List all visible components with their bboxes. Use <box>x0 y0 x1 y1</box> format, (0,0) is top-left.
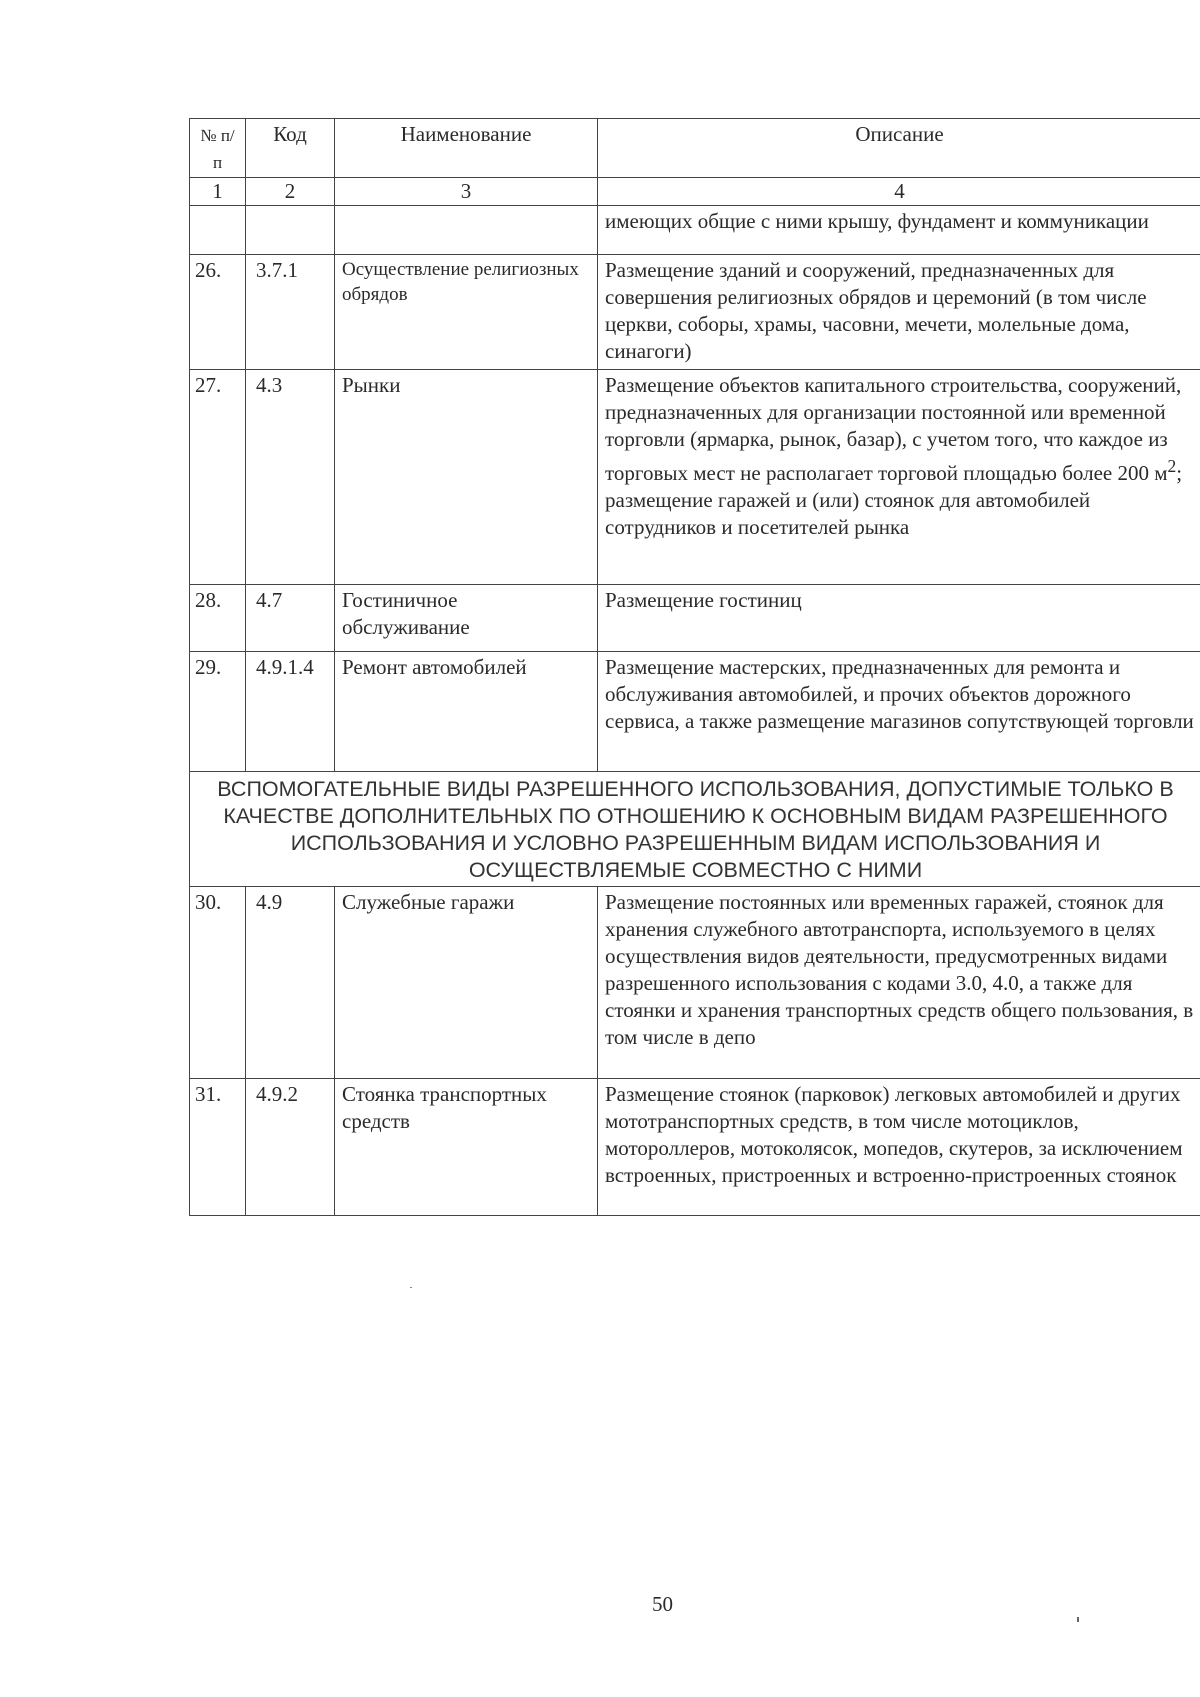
row-description-text: ; размещение гаражей и (или) стоянок для автомобилей сотрудников и посетителей рынка <box>605 461 1183 539</box>
row-description-text: Размещение объектов капитального строительства, сооружений, предназначенных для организации постоянной или временной торговли (ярмарка, рынок, базар), с учетом того, что каждое из торговых мест не располагает торговой площадью более 200 м <box>605 373 1182 485</box>
column-number: 1 <box>190 178 246 206</box>
row-number: 28. <box>190 585 246 652</box>
table-row <box>190 370 1200 585</box>
row-code: 4.7 <box>246 585 335 652</box>
row-name: Ремонт автомобилей <box>335 652 598 772</box>
table-header-row <box>190 119 1200 178</box>
zoning-table <box>189 118 1200 1216</box>
row-name: Рынки <box>335 370 598 585</box>
row-name <box>335 206 598 255</box>
row-number: 30. <box>190 887 246 1079</box>
row-name: Служебные гаражи <box>335 887 598 1079</box>
row-code <box>246 206 335 255</box>
row-description: Размещение зданий и сооружений, предназначенных для совершения религиозных обрядов и церемоний (в том числе церкви, соборы, храмы, часовни, мечети, молельные дома, синагоги) <box>598 255 1200 370</box>
table-row <box>190 255 1200 370</box>
section-heading: ВСПОМОГАТЕЛЬНЫЕ ВИДЫ РАЗРЕШЕННОГО ИСПОЛЬЗОВАНИЯ, ДОПУСТИМЫЕ ТОЛЬКО В КАЧЕСТВЕ ДОПОЛНИТЕЛЬНЫХ ПО ОТНОШЕНИЮ К ОСНОВНЫМ ВИДАМ РАЗРЕШЕННОГО ИСПОЛЬЗОВАНИЯ И УСЛОВНО РАЗРЕШЕННЫМ ВИДАМ ИСПОЛЬЗОВАНИЯ И ОСУЩЕСТВЛЯЕМЫЕ СОВМЕСТНО С НИМИ <box>190 772 1200 887</box>
column-number: 4 <box>598 178 1200 206</box>
table-row <box>190 585 1200 652</box>
row-name: Гостиничное обслуживание <box>335 585 598 652</box>
row-description: Размещение мастерских, предназначенных для ремонта и обслуживания автомобилей, и прочих объектов дорожного сервиса, а также размещение магазинов сопутствующей торговли <box>598 652 1200 772</box>
header-description: Описание <box>598 119 1200 178</box>
row-description: имеющих общие с ними крышу, фундамент и коммуникации <box>598 206 1200 255</box>
table-row <box>190 1079 1200 1216</box>
row-number: 26. <box>190 255 246 370</box>
row-number <box>190 206 246 255</box>
row-code: 4.3 <box>246 370 335 585</box>
row-code: 4.9.1.4 <box>246 652 335 772</box>
row-name: Осуществление религиозных обрядов <box>335 255 598 370</box>
column-number: 2 <box>246 178 335 206</box>
row-name: Стоянка транспортных средств <box>335 1079 598 1216</box>
row-number: 27. <box>190 370 246 585</box>
row-code: 3.7.1 <box>246 255 335 370</box>
table-row <box>190 887 1200 1079</box>
column-number-row <box>190 178 1200 206</box>
row-description: Размещение постоянных или временных гаражей, стоянок для хранения служебного автотранспорта, используемого в целях осуществления видов деятельности, предусмотренных видами разрешенного использования с кодами 3.0, 4.0, а также для стоянки и хранения транспортных средств общего пользования, в том числе в депо <box>598 887 1200 1079</box>
row-number: 31. <box>190 1079 246 1216</box>
header-code: Код <box>246 119 335 178</box>
row-code: 4.9.2 <box>246 1079 335 1216</box>
row-number: 29. <box>190 652 246 772</box>
scan-speck <box>410 1287 412 1288</box>
scan-speck <box>1077 1617 1079 1622</box>
header-number: № п/п <box>190 119 246 178</box>
row-description <box>598 370 1200 585</box>
page-number: 50 <box>652 1592 673 1616</box>
header-name: Наименование <box>335 119 598 178</box>
row-description: Размещение гостиниц <box>598 585 1200 652</box>
row-description: Размещение стоянок (парковок) легковых автомобилей и других мототранспортных средств, в том числе мотоциклов, мотороллеров, мотоколясок, мопедов, скутеров, за исключением встроенных, пристроенных и встроенно-пристроенных стоянок <box>598 1079 1200 1216</box>
superscript: 2 <box>1167 456 1177 476</box>
table-row <box>190 206 1200 255</box>
row-code: 4.9 <box>246 887 335 1079</box>
column-number: 3 <box>335 178 598 206</box>
section-heading-row <box>190 772 1200 887</box>
table-row <box>190 652 1200 772</box>
